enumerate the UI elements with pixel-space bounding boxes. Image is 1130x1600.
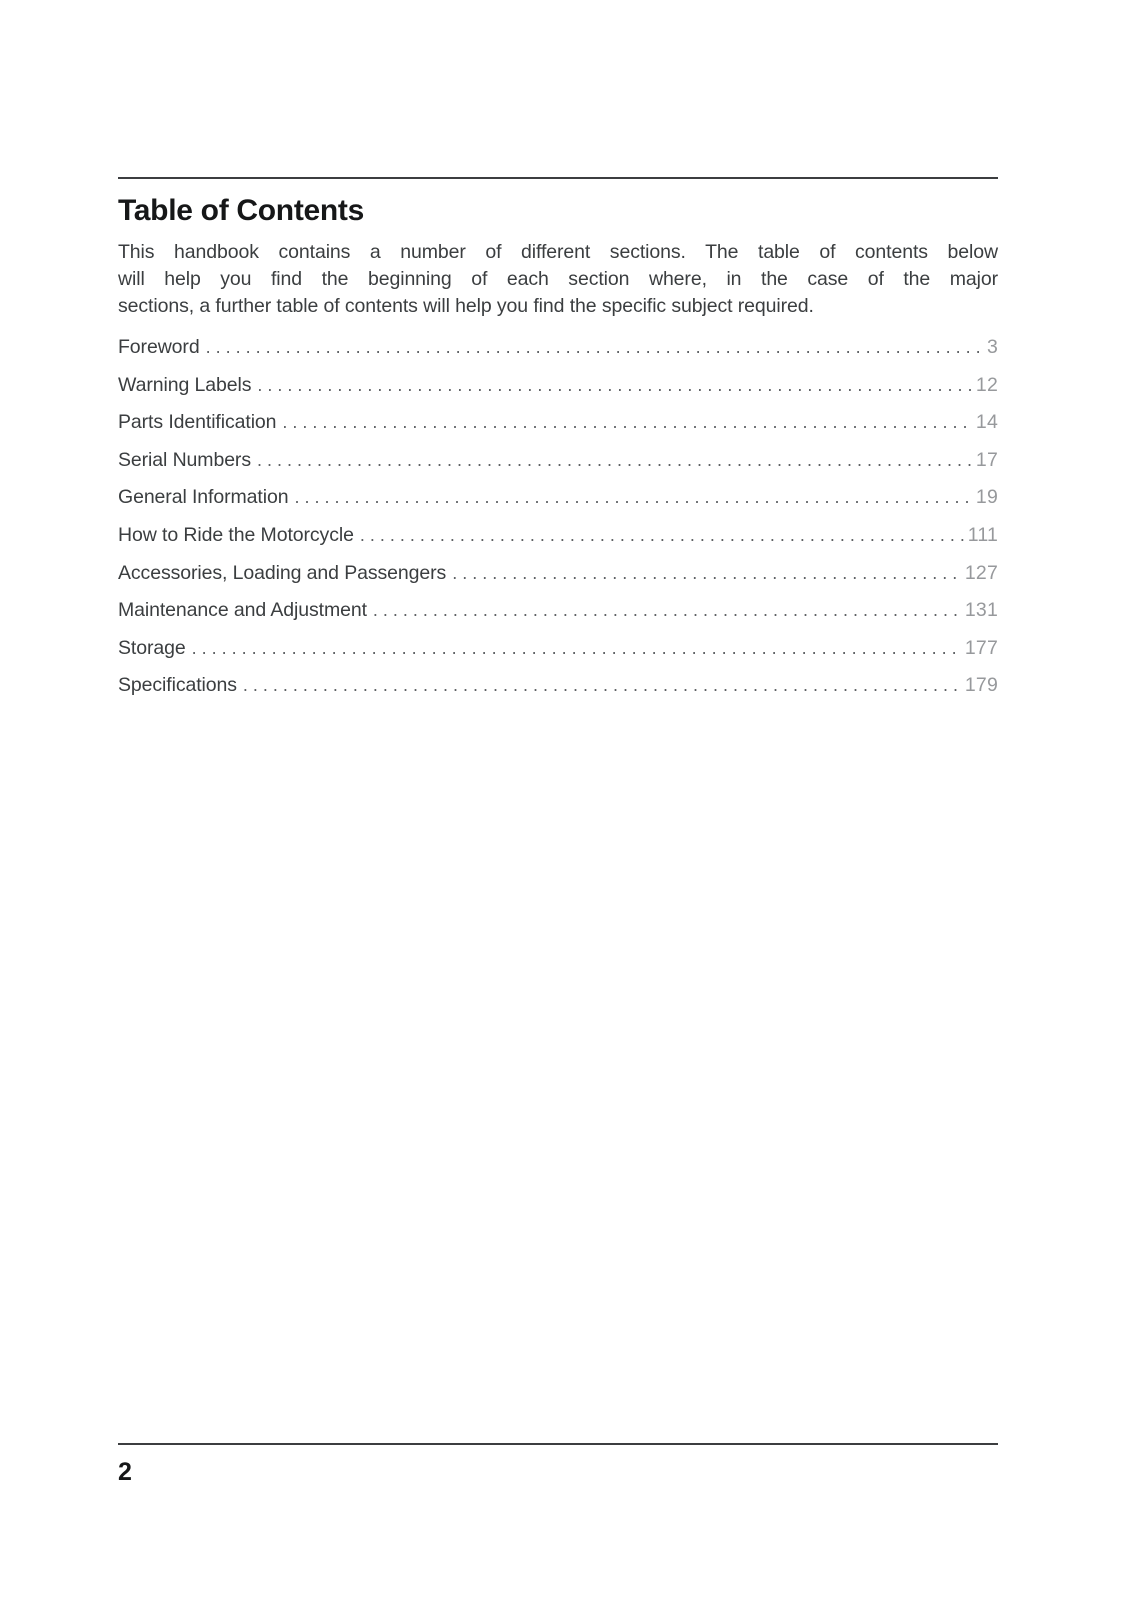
toc-dot-leader xyxy=(360,525,965,545)
page-footer xyxy=(118,1443,998,1485)
toc-entry-label: Foreword xyxy=(118,336,200,358)
toc-dot-leader xyxy=(192,638,962,658)
toc-entry-page: 177 xyxy=(964,636,998,659)
intro-line: sections, a further table of contents will help you find the specific subject required. xyxy=(118,295,814,317)
toc-entry-label: Accessories, Loading and Passengers xyxy=(118,561,447,584)
page-content xyxy=(118,0,998,713)
toc-entry-page: 19 xyxy=(975,486,998,509)
toc-entry-page: 17 xyxy=(975,448,998,471)
toc-entry-label: Storage xyxy=(118,636,186,659)
toc-entry[interactable] xyxy=(118,525,998,545)
toc-entry-page: 131 xyxy=(964,599,998,622)
toc-entry-page: 3 xyxy=(986,336,998,358)
toc-entry-page: 14 xyxy=(975,411,998,434)
toc-entry-page: 111 xyxy=(967,523,998,546)
toc-dot-leader xyxy=(243,675,962,695)
toc-entry[interactable] xyxy=(118,563,998,583)
folio-page-number: 2 xyxy=(118,1458,132,1486)
toc-dot-leader xyxy=(257,450,973,470)
toc-entry-label: Parts Identification xyxy=(118,411,277,434)
toc-entry[interactable] xyxy=(118,450,998,470)
toc-dot-leader xyxy=(452,563,962,583)
toc-dot-leader xyxy=(257,375,973,395)
toc-entry[interactable] xyxy=(118,412,998,432)
toc-entry-page: 127 xyxy=(964,561,998,584)
intro-line: This handbook contains a number of different sections. The table of contents below xyxy=(118,241,998,263)
toc-dot-leader xyxy=(282,412,972,432)
toc-entry[interactable] xyxy=(118,675,998,695)
toc-entry[interactable] xyxy=(118,375,998,395)
intro-line: will help you find the beginning of each section where, in the case of the major xyxy=(118,268,998,290)
bottom-divider xyxy=(118,1443,998,1445)
toc-entry-label: General Information xyxy=(118,486,289,509)
toc-list xyxy=(118,337,998,695)
toc-entry[interactable] xyxy=(118,487,998,507)
toc-dot-leader xyxy=(206,337,984,357)
toc-dot-leader xyxy=(294,487,972,507)
toc-entry[interactable] xyxy=(118,638,998,658)
toc-entry-page: 12 xyxy=(975,373,998,396)
toc-entry-label: Specifications xyxy=(118,674,237,697)
toc-entry-label: Maintenance and Adjustment xyxy=(118,599,367,622)
toc-entry-page: 179 xyxy=(964,674,998,697)
intro-paragraph xyxy=(118,239,998,320)
toc-entry[interactable] xyxy=(118,600,998,620)
top-divider xyxy=(118,177,998,179)
toc-entry-label: Warning Labels xyxy=(118,373,252,396)
toc-entry-label: Serial Numbers xyxy=(118,448,251,471)
toc-entry[interactable] xyxy=(118,337,998,357)
toc-dot-leader xyxy=(373,600,962,620)
page-title: Table of Contents xyxy=(118,194,365,227)
toc-entry-label: How to Ride the Motorcycle xyxy=(118,523,354,546)
